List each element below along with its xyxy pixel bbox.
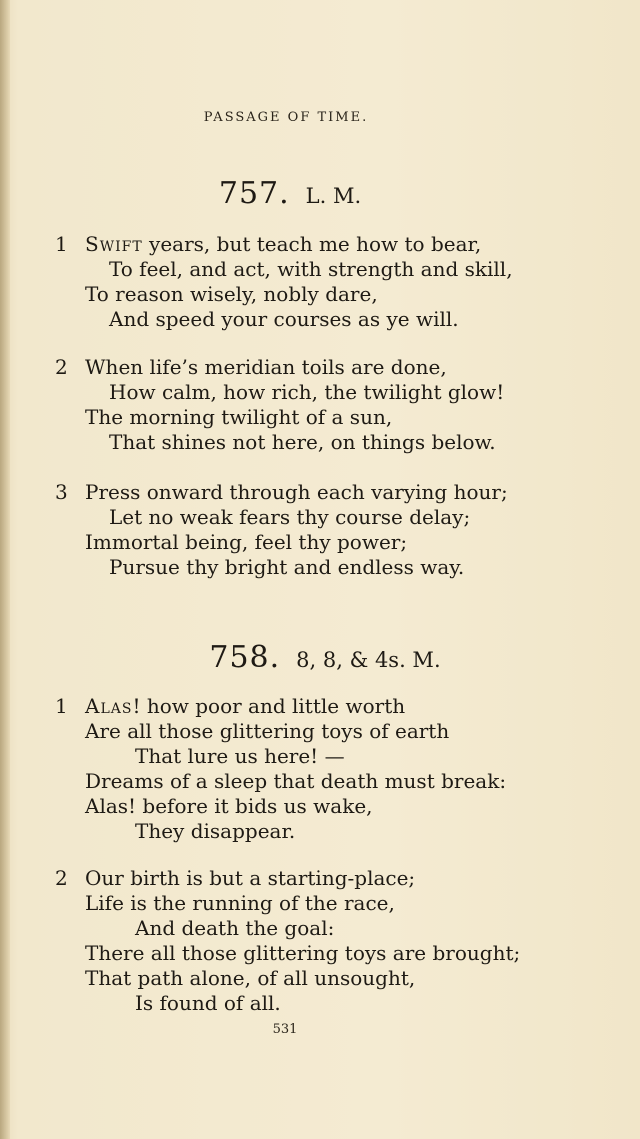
verse-line: They disappear. bbox=[135, 819, 296, 843]
verse-line: And death the goal: bbox=[135, 916, 335, 940]
verse-line: Immortal being, feel thy power; bbox=[85, 530, 408, 554]
first-word: Swift bbox=[85, 232, 143, 256]
running-head: PASSAGE OF TIME. bbox=[203, 110, 369, 125]
hymn-meter: 8, 8, & 4s. M. bbox=[296, 648, 441, 672]
verse-line: When life’s meridian toils are done, bbox=[85, 355, 447, 379]
verse-line: Are all those glittering toys of earth bbox=[85, 719, 450, 743]
hymn-meter: L. M. bbox=[305, 184, 362, 208]
hymn-757-stanza-3 bbox=[55, 480, 615, 580]
stanza-number: 1 bbox=[55, 232, 68, 256]
hymn-757-heading bbox=[0, 176, 580, 211]
hymn-number: 758. bbox=[209, 640, 281, 675]
hymn-758-heading bbox=[70, 640, 580, 675]
verse-line: ! how poor and little worth bbox=[132, 694, 406, 718]
verse-line: Life is the running of the race, bbox=[85, 891, 395, 915]
hymn-number: 757. bbox=[218, 176, 290, 211]
verse-line: Pursue thy bright and endless way. bbox=[109, 555, 465, 579]
stanza-number: 2 bbox=[55, 355, 68, 379]
stanza-number: 1 bbox=[55, 694, 68, 718]
verse-line: There all those glittering toys are brought; bbox=[85, 941, 521, 965]
verse-line: The morning twilight of a sun, bbox=[85, 405, 393, 429]
verse-line: Dreams of a sleep that death must break: bbox=[85, 769, 507, 793]
verse-line: Our birth is but a starting-place; bbox=[85, 866, 416, 890]
hymn-757-stanza-2 bbox=[55, 355, 615, 455]
verse-line: Alas! before it bids us wake, bbox=[85, 794, 373, 818]
verse-line: years, but teach me how to bear, bbox=[142, 232, 482, 256]
hymn-758-stanza-2 bbox=[55, 866, 615, 1016]
verse-line: That lure us here! — bbox=[135, 744, 345, 768]
verse-line: That path alone, of all unsought, bbox=[85, 966, 416, 990]
page-edge bbox=[0, 0, 10, 1139]
stanza-number: 2 bbox=[55, 866, 68, 890]
page-number: 531 bbox=[272, 1022, 298, 1037]
stanza-number: 3 bbox=[55, 480, 68, 504]
verse-line: That shines not here, on things below. bbox=[109, 430, 496, 454]
hymn-758-stanza-1 bbox=[55, 694, 615, 844]
verse-line: To reason wisely, nobly dare, bbox=[85, 282, 378, 306]
verse-line: To feel, and act, with strength and skill, bbox=[109, 257, 513, 281]
hymn-757-stanza-1 bbox=[55, 232, 615, 332]
verse-line: How calm, how rich, the twilight glow! bbox=[109, 380, 505, 404]
verse-line: Let no weak fears thy course delay; bbox=[109, 505, 471, 529]
first-word: Alas bbox=[85, 694, 133, 718]
verse-line: Is found of all. bbox=[135, 991, 281, 1015]
verse-line: Press onward through each varying hour; bbox=[85, 480, 508, 504]
verse-line: And speed your courses as ye will. bbox=[109, 307, 459, 331]
